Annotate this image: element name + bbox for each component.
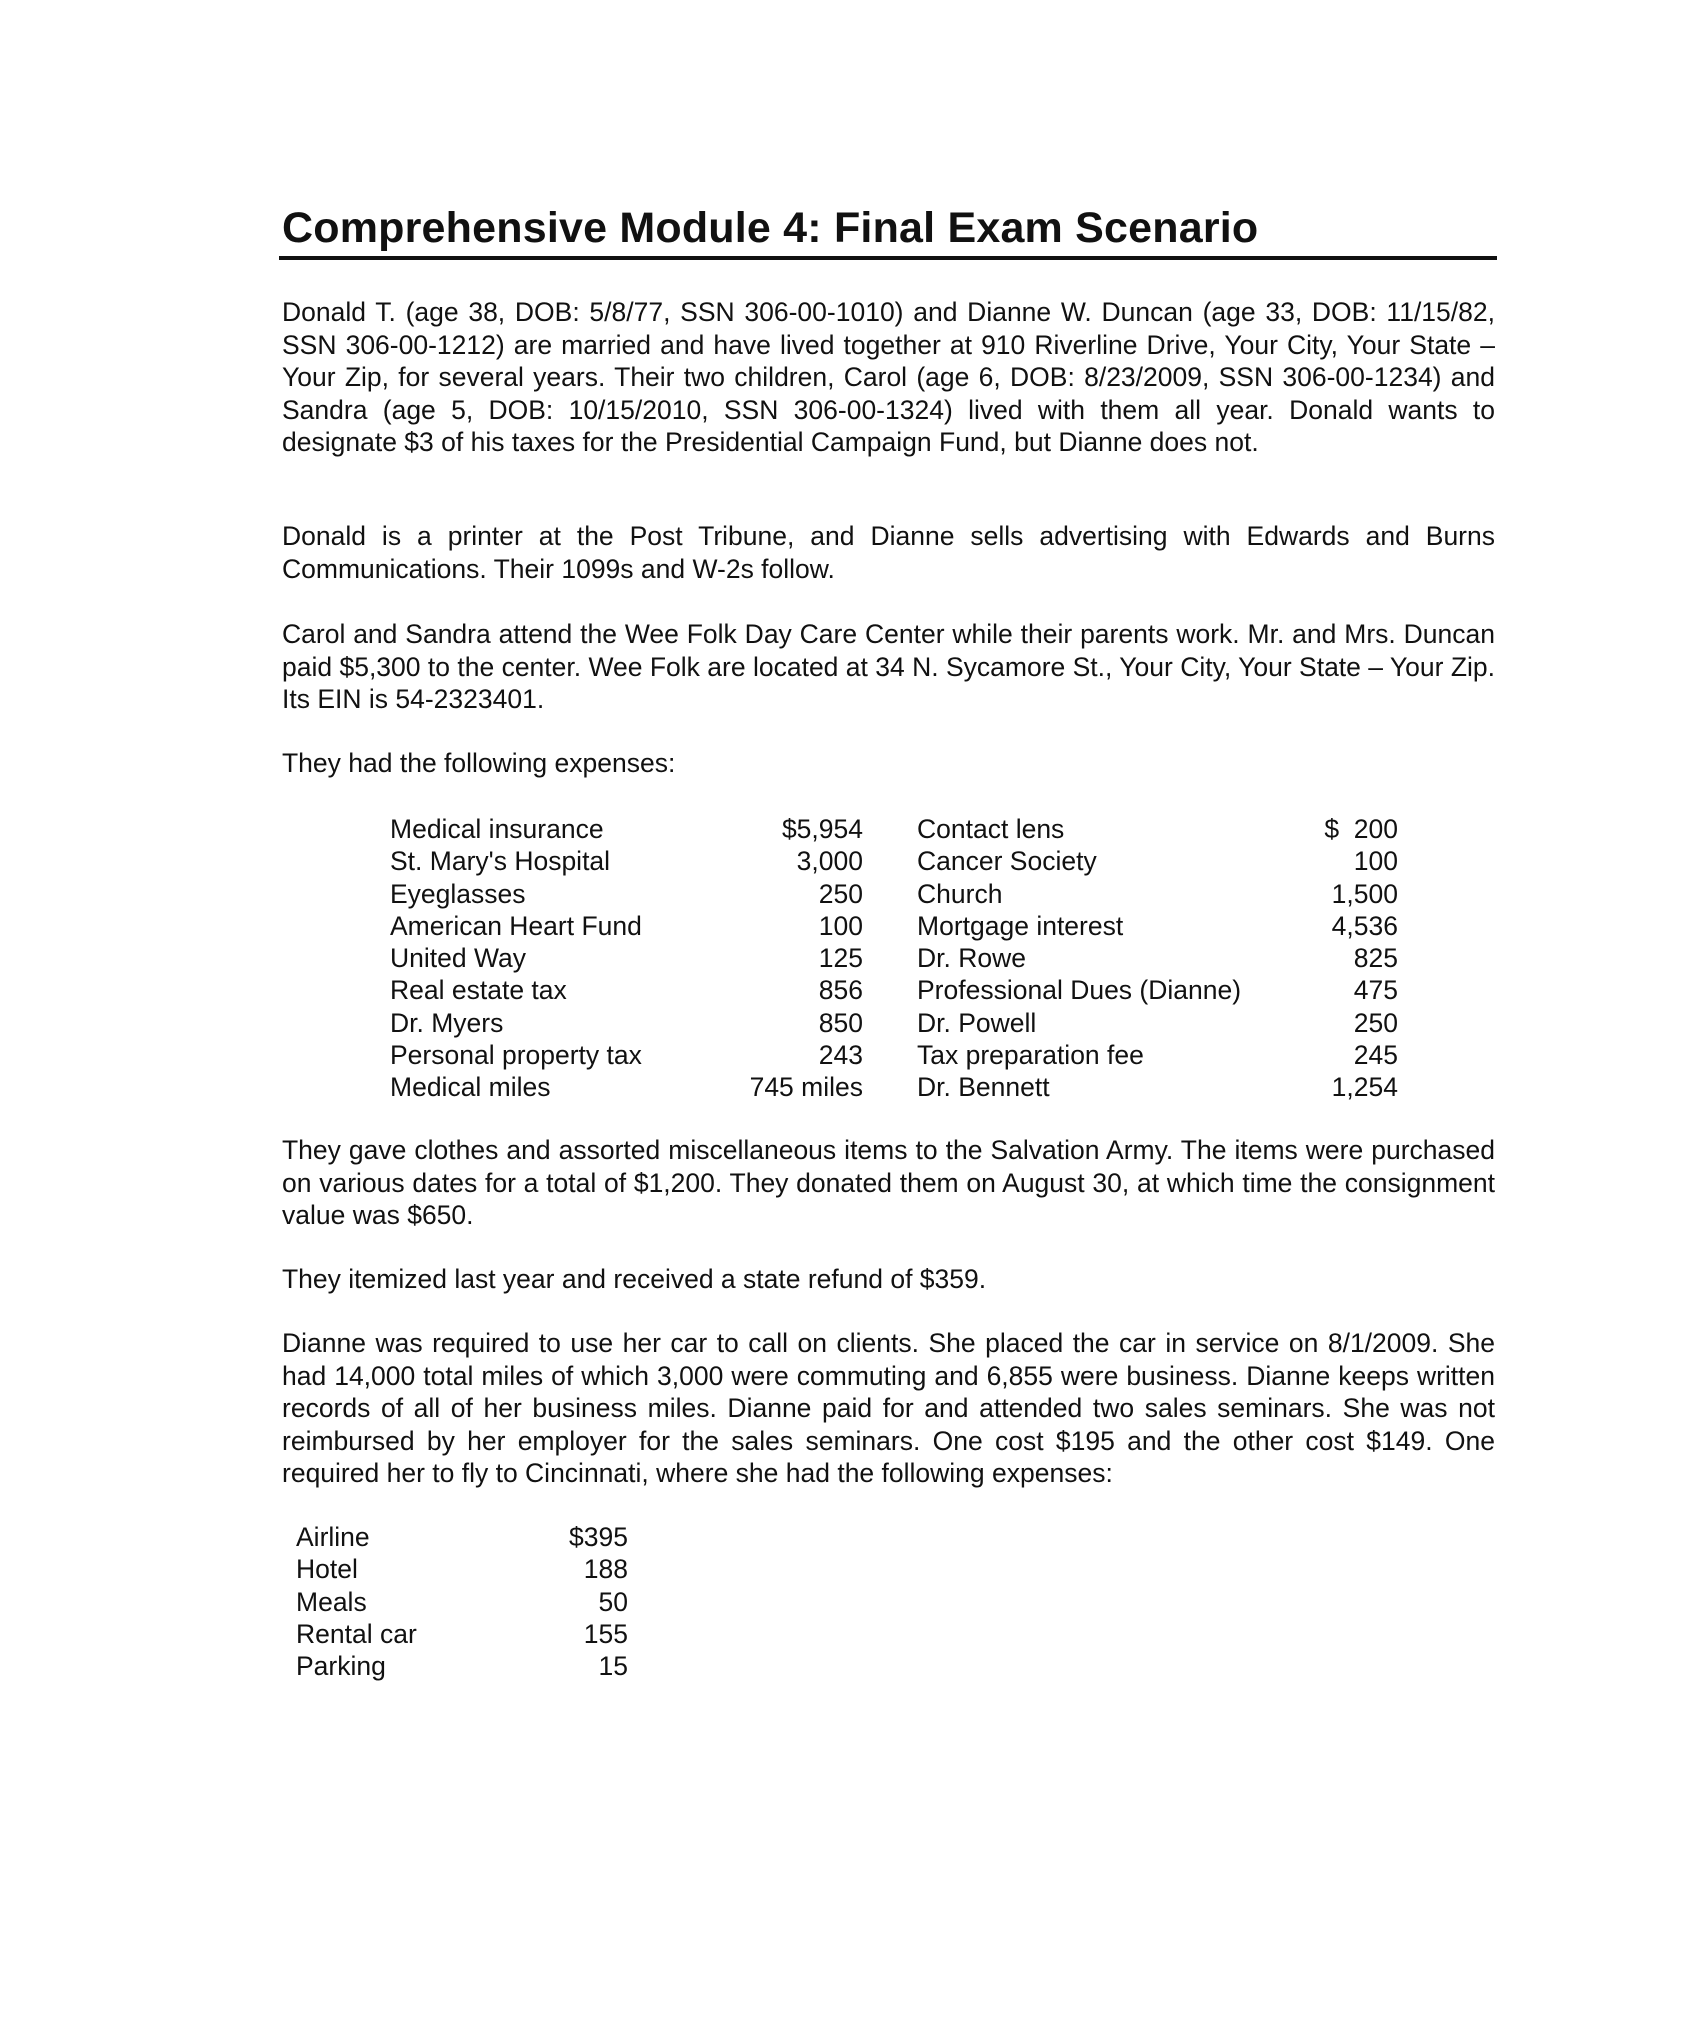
expense-label: Dr. Myers — [390, 1007, 504, 1038]
expense-value: 4,536 — [1331, 910, 1398, 941]
paragraph-expenses-intro: They had the following expenses: — [282, 748, 676, 778]
expense-value: 856 — [818, 975, 863, 1006]
expense-label: Dr. Powell — [917, 1007, 1037, 1038]
table-row — [390, 1007, 1398, 1039]
paragraph-employment: Donald is a printer at the Post Tribune, and Dianne sells advertising with Edwards and Burns Communications. Their 1099s and W-2s follow. — [282, 521, 1495, 584]
trip-expense-value: 15 — [598, 1651, 628, 1682]
expense-value: 1,500 — [1331, 878, 1398, 909]
expense-label: United Way — [390, 943, 526, 974]
table-row — [390, 974, 1398, 1006]
paragraph-daycare: Carol and Sandra attend the Wee Folk Day Care Center while their parents work. Mr. and Mrs. Duncan paid $5,300 to the center. Wee Folk are located at 34 N. Sycamore St., Your City, Your State – Your Zip. Its EIN is 54-2323401. — [282, 619, 1495, 714]
table-row — [390, 878, 1398, 910]
expense-value: 3,000 — [796, 846, 863, 877]
expense-label: Real estate tax — [390, 975, 567, 1006]
title-underline — [279, 256, 1497, 260]
expense-value: $ 200 — [1324, 814, 1398, 844]
document-page — [282, 200, 1495, 256]
expense-value: 243 — [818, 1040, 863, 1071]
expense-label: Medical insurance — [390, 814, 604, 844]
expense-value: 125 — [818, 943, 863, 974]
trip-expense-label: Rental car — [296, 1618, 417, 1649]
expense-label: Dr. Rowe — [917, 943, 1026, 974]
expense-label: Personal property tax — [390, 1040, 642, 1071]
table-row — [296, 1618, 628, 1650]
expense-value: 250 — [818, 878, 863, 909]
expense-label: St. Mary's Hospital — [390, 846, 611, 877]
expense-label: American Heart Fund — [390, 910, 642, 941]
table-row — [296, 1553, 628, 1585]
table-row — [390, 1039, 1398, 1071]
expense-value: 1,254 — [1331, 1072, 1398, 1103]
table-row — [390, 910, 1398, 942]
trip-expenses-table — [296, 1521, 628, 1682]
expense-label: Eyeglasses — [390, 878, 526, 909]
paragraph-donation: They gave clothes and assorted miscellaneous items to the Salvation Army. The items were purchased on various dates for a total of $1,200. They donated them on August 30, at which time the consignment value was $650. — [282, 1135, 1495, 1230]
expense-value: 850 — [818, 1007, 863, 1038]
expense-value: 475 — [1353, 975, 1398, 1006]
table-row — [296, 1650, 628, 1682]
page-title: Comprehensive Module 4: Final Exam Scenario — [282, 204, 1259, 252]
paragraph-taxpayers: Donald T. (age 38, DOB: 5/8/77, SSN 306-00-1010) and Dianne W. Duncan (age 33, DOB: 11/15/82, SSN 306-00-1212) are married and have lived together at 910 Riverline Drive, Your City, Your State – Your Zip, for several years. Their two children, Carol (age 6, DOB: 8/23/2009, SSN 306-00-1234) and Sandra (age 5, DOB: 10/15/2010, SSN 306-00-1324) lived with them all year. Donald wants to designate $3 of his taxes for the Presidential Campaign Fund, but Dianne does not. — [282, 297, 1495, 457]
trip-expense-value: 188 — [583, 1554, 628, 1585]
trip-expense-value: 50 — [598, 1586, 628, 1617]
table-row — [390, 813, 1398, 845]
expense-label: Church — [917, 878, 1003, 909]
expense-label: Professional Dues (Dianne) — [917, 975, 1242, 1006]
expense-value: $5,954 — [781, 814, 863, 844]
expense-value: 825 — [1353, 943, 1398, 974]
trip-expense-label: Airline — [296, 1522, 370, 1552]
expense-value: 100 — [818, 910, 863, 941]
paragraph-car-seminars: Dianne was required to use her car to call on clients. She placed the car in service on 8/1/2009. She had 14,000 total miles of which 3,000 were commuting and 6,855 were business. Dianne keeps written records of all of her business miles. Dianne paid for and attended two sales seminars. She was not reimbursed by her employer for the sales seminars. One cost $195 and the other cost $149. One required her to fly to Cincinnati, where she had the following expenses: — [282, 1328, 1495, 1488]
table-row — [390, 942, 1398, 974]
trip-expense-label: Parking — [296, 1651, 386, 1682]
expenses-table — [390, 813, 1398, 1104]
table-row — [296, 1586, 628, 1618]
expense-value: 745 miles — [749, 1072, 863, 1103]
table-row — [390, 845, 1398, 877]
trip-expense-value: $395 — [569, 1522, 628, 1552]
expense-value: 250 — [1353, 1007, 1398, 1038]
table-row — [390, 1071, 1398, 1103]
expense-label: Cancer Society — [917, 846, 1097, 877]
trip-expense-label: Hotel — [296, 1554, 358, 1585]
paragraph-state-refund: They itemized last year and received a state refund of $359. — [282, 1264, 987, 1294]
expense-label: Medical miles — [390, 1072, 551, 1103]
table-row — [296, 1521, 628, 1553]
expense-label: Mortgage interest — [917, 910, 1124, 941]
trip-expense-value: 155 — [583, 1618, 628, 1649]
expense-label: Dr. Bennett — [917, 1072, 1050, 1103]
expense-value: 245 — [1353, 1040, 1398, 1071]
expense-label: Tax preparation fee — [917, 1040, 1144, 1071]
trip-expense-label: Meals — [296, 1586, 367, 1617]
expense-value: 100 — [1353, 846, 1398, 877]
expense-label: Contact lens — [917, 814, 1065, 844]
